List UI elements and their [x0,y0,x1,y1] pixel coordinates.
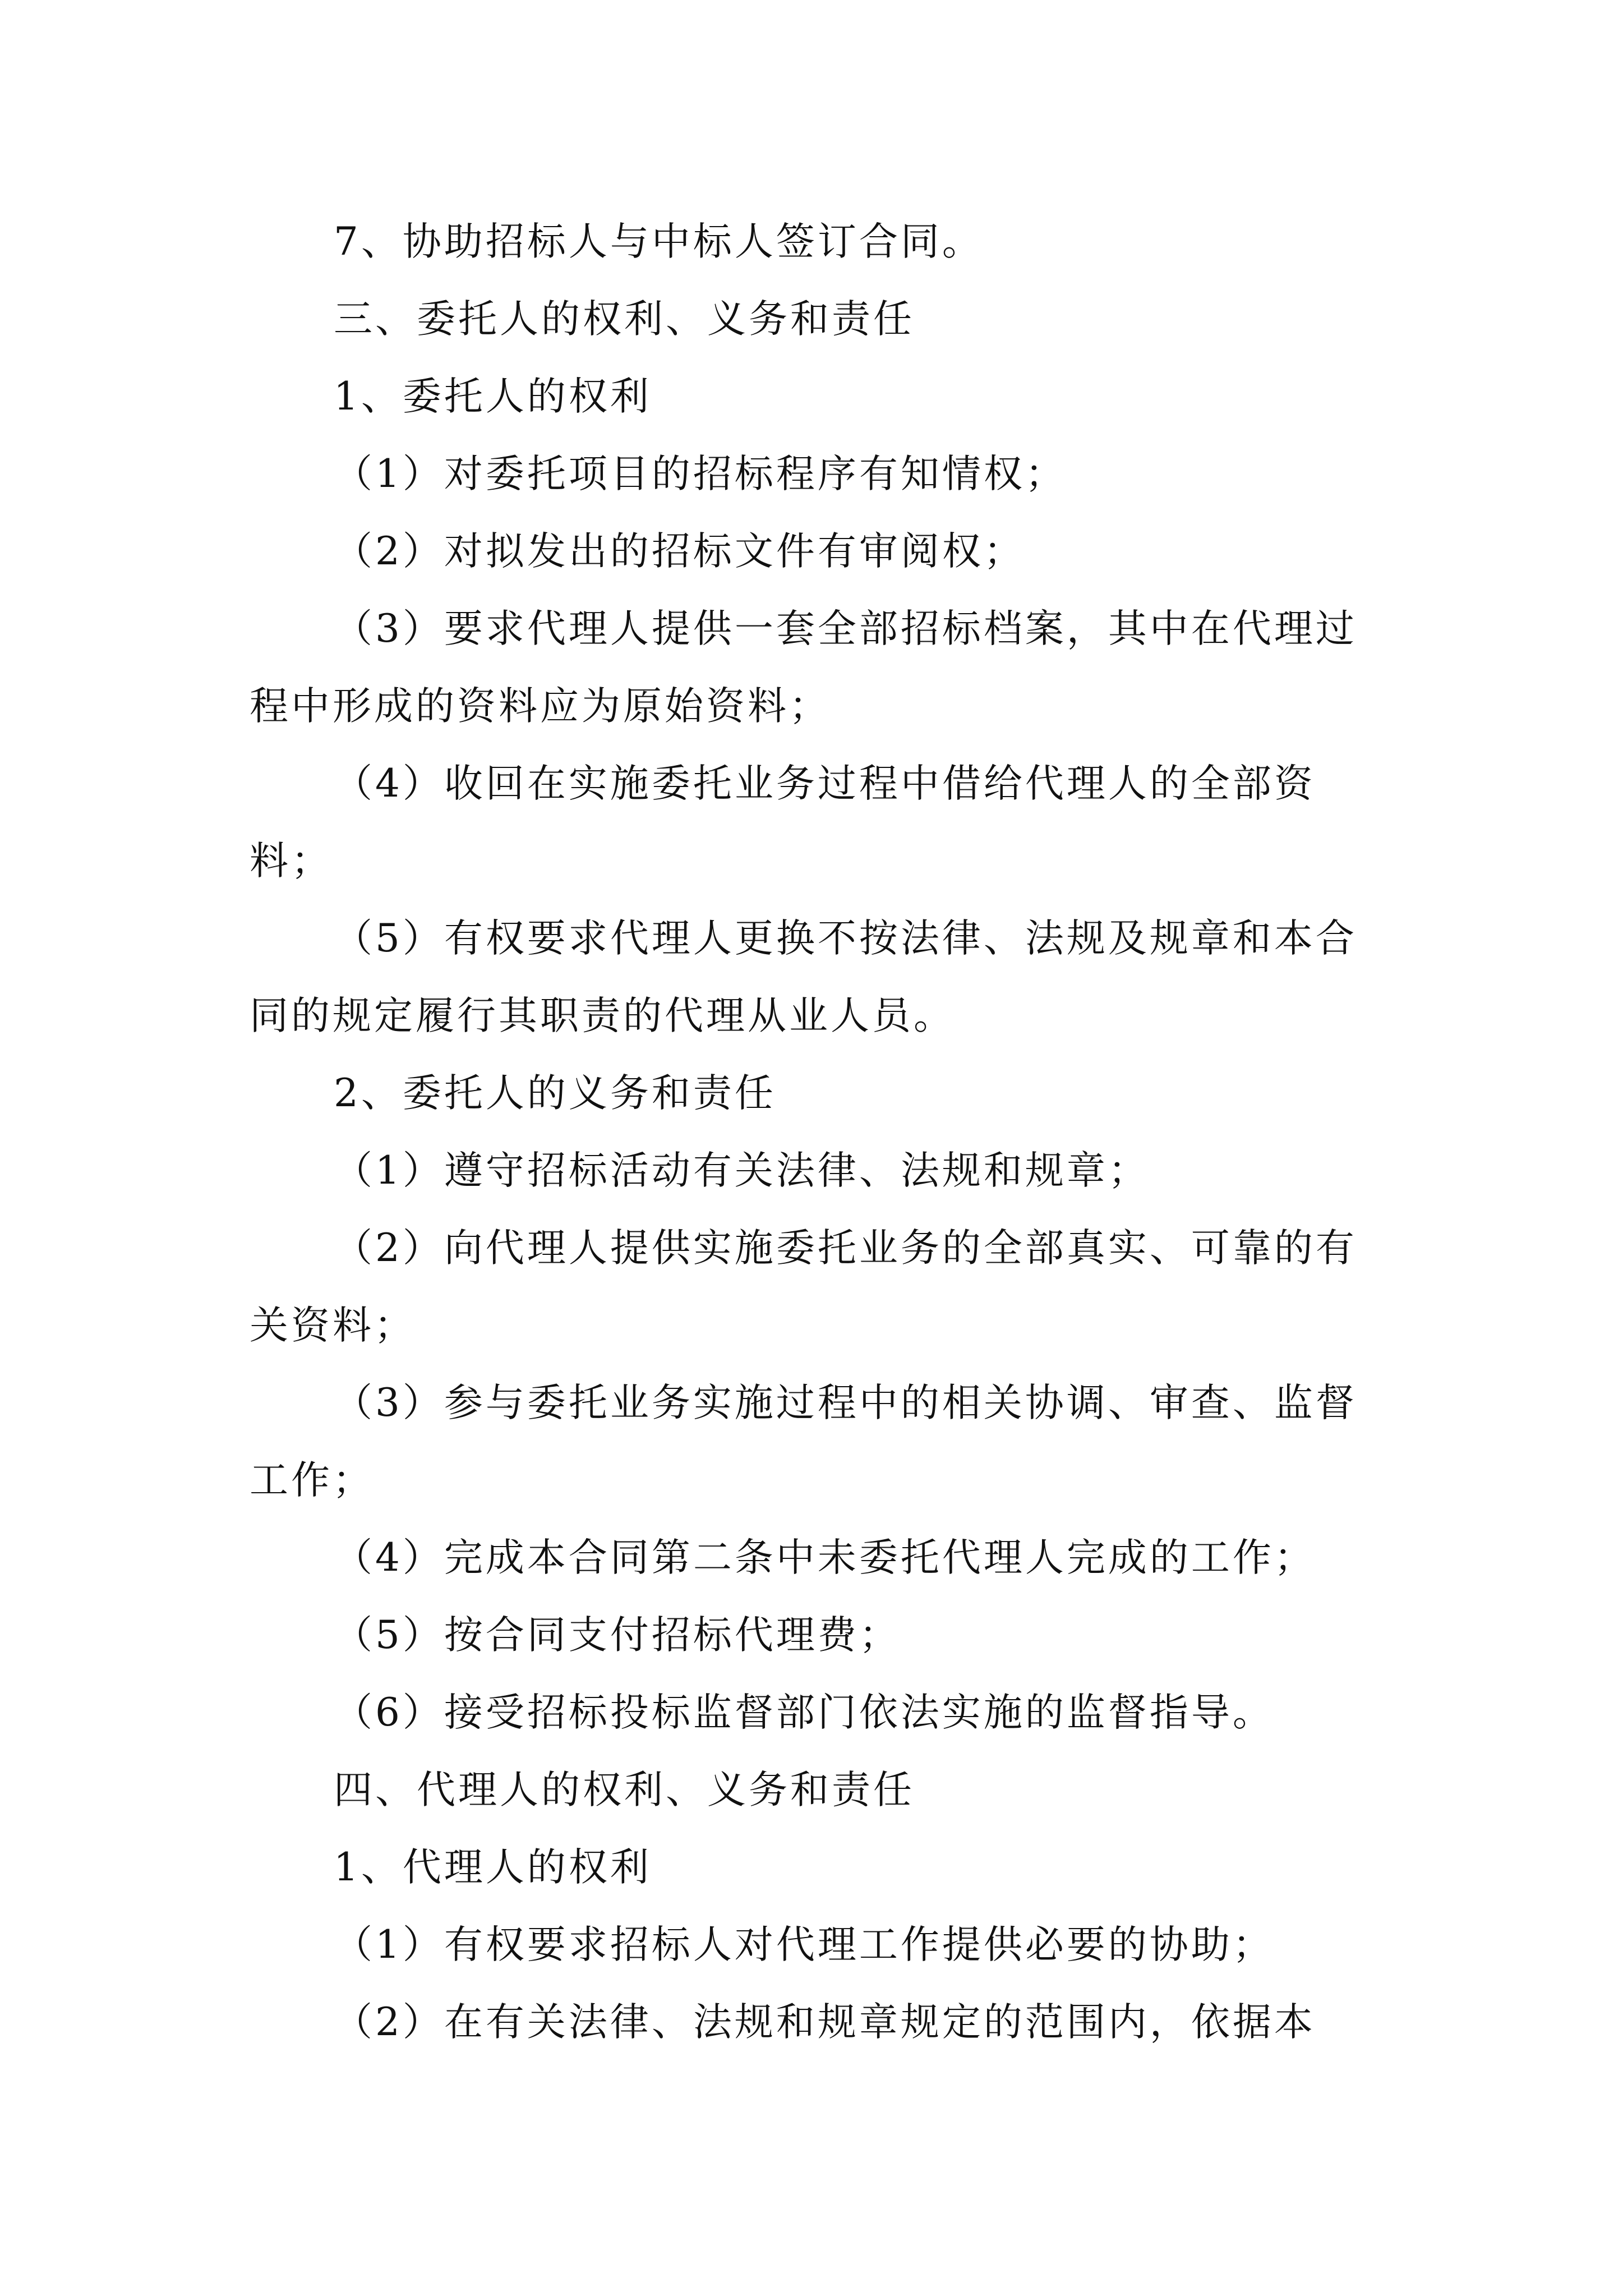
paragraph-client-obligation-2: （2）向代理人提供实施委托业务的全部真实、可靠的有关资料； [250,1226,1357,1348]
paragraph-client-obligation-4: （4）完成本合同第二条中未委托代理人完成的工作； [334,1535,1316,1580]
paragraph-client-obligation-5: （5）按合同支付招标代理费； [334,1613,901,1658]
paragraph-client-obligation-3: （3）参与委托业务实施过程中的相关协调、审查、监督工作； [250,1381,1357,1503]
paragraph-client-right-4: （4）收回在实施委托业务过程中借给代理人的全部资料； [250,761,1316,884]
paragraph-agent-right-1: （1）有权要求招标人对代理工作提供必要的协助； [334,1922,1274,1967]
paragraph-client-right-5: （5）有权要求代理人更换不按法律、法规及规章和本合同的规定履行其职责的代理从业人员。 [250,916,1357,1038]
paragraph-clause-7: 7、协助招标人与中标人签订合同。 [334,219,984,264]
paragraph-client-right-2: （2）对拟发出的招标文件有审阅权； [334,529,1025,574]
section-heading-3: 三、委托人的权利、义务和责任 [334,297,915,342]
subheading-agent-rights: 1、代理人的权利 [334,1845,652,1890]
paragraph-client-right-3: （3）要求代理人提供一套全部招标档案，其中在代理过程中形成的资料应为原始资料； [250,606,1357,729]
paragraph-client-obligation-1: （1）遵守招标活动有关法律、法规和规章； [334,1148,1150,1193]
paragraph-client-obligation-6: （6）接受招标投标监督部门依法实施的监督指导。 [334,1690,1274,1735]
section-heading-4: 四、代理人的权利、义务和责任 [334,1768,915,1812]
subheading-client-rights: 1、委托人的权利 [334,374,652,419]
paragraph-client-right-1: （1）对委托项目的招标程序有知情权； [334,452,1067,496]
subheading-client-obligations: 2、委托人的义务和责任 [334,1071,776,1116]
document-body [250,203,1382,2061]
paragraph-agent-right-2: （2）在有关法律、法规和规章规定的范围内，依据本 [334,2000,1316,2045]
